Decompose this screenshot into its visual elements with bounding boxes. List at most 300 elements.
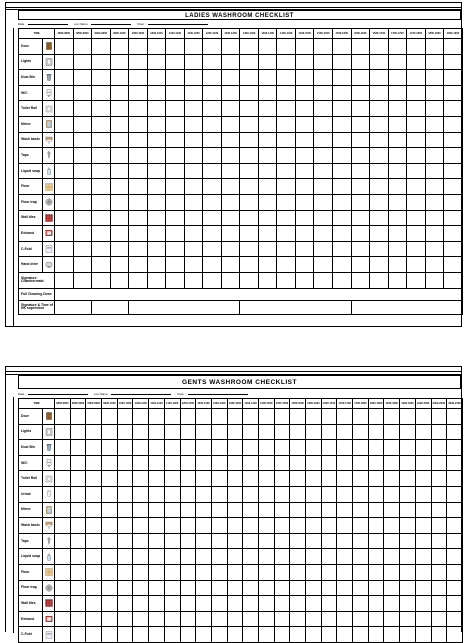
check-cell[interactable] bbox=[384, 596, 400, 612]
check-cell[interactable] bbox=[431, 502, 447, 518]
check-cell[interactable] bbox=[400, 611, 416, 627]
check-cell[interactable] bbox=[400, 564, 416, 580]
check-cell[interactable] bbox=[295, 39, 314, 55]
check-cell[interactable] bbox=[444, 194, 463, 210]
check-cell[interactable] bbox=[102, 471, 118, 487]
check-cell[interactable] bbox=[70, 424, 86, 440]
check-cell[interactable] bbox=[117, 611, 133, 627]
check-cell[interactable] bbox=[258, 163, 277, 179]
check-cell[interactable] bbox=[166, 210, 185, 226]
check-cell[interactable] bbox=[133, 486, 149, 502]
check-cell[interactable] bbox=[133, 533, 149, 549]
check-cell[interactable] bbox=[274, 549, 290, 565]
check-cell[interactable] bbox=[211, 533, 227, 549]
check-cell[interactable] bbox=[102, 549, 118, 565]
check-cell[interactable] bbox=[211, 486, 227, 502]
check-cell[interactable] bbox=[92, 54, 111, 70]
check-cell[interactable] bbox=[117, 424, 133, 440]
check-cell[interactable] bbox=[86, 627, 102, 643]
check-cell[interactable] bbox=[180, 533, 196, 549]
check-cell[interactable] bbox=[321, 502, 337, 518]
check-cell[interactable] bbox=[102, 627, 118, 643]
check-cell[interactable] bbox=[117, 580, 133, 596]
check-cell[interactable] bbox=[370, 179, 389, 195]
check-cell[interactable] bbox=[110, 210, 129, 226]
check-cell[interactable] bbox=[353, 580, 369, 596]
check-cell[interactable] bbox=[258, 424, 274, 440]
check-cell[interactable] bbox=[133, 518, 149, 534]
check-cell[interactable] bbox=[388, 132, 407, 148]
check-cell[interactable] bbox=[243, 596, 259, 612]
check-cell[interactable] bbox=[203, 210, 222, 226]
check-cell[interactable] bbox=[147, 101, 166, 117]
check-cell[interactable] bbox=[444, 101, 463, 117]
check-cell[interactable] bbox=[368, 409, 384, 425]
check-cell[interactable] bbox=[370, 226, 389, 242]
check-cell[interactable] bbox=[117, 471, 133, 487]
check-cell[interactable] bbox=[211, 455, 227, 471]
check-cell[interactable] bbox=[166, 241, 185, 257]
check-cell[interactable] bbox=[388, 163, 407, 179]
check-cell[interactable] bbox=[70, 611, 86, 627]
check-cell[interactable] bbox=[184, 163, 203, 179]
check-cell[interactable] bbox=[384, 486, 400, 502]
check-cell[interactable] bbox=[110, 85, 129, 101]
check-cell[interactable] bbox=[415, 409, 431, 425]
check-cell[interactable] bbox=[227, 549, 243, 565]
check-cell[interactable] bbox=[55, 611, 71, 627]
check-cell[interactable] bbox=[368, 596, 384, 612]
check-cell[interactable] bbox=[203, 70, 222, 86]
check-cell[interactable] bbox=[400, 440, 416, 456]
check-cell[interactable] bbox=[203, 39, 222, 55]
check-cell[interactable] bbox=[431, 518, 447, 534]
check-cell[interactable] bbox=[258, 257, 277, 273]
check-cell[interactable] bbox=[243, 502, 259, 518]
check-cell[interactable] bbox=[86, 549, 102, 565]
check-cell[interactable] bbox=[243, 486, 259, 502]
check-cell[interactable] bbox=[70, 502, 86, 518]
check-cell[interactable] bbox=[444, 241, 463, 257]
check-cell[interactable] bbox=[351, 54, 370, 70]
check-cell[interactable] bbox=[147, 148, 166, 164]
signature-cell[interactable] bbox=[129, 272, 148, 288]
check-cell[interactable] bbox=[368, 627, 384, 643]
check-cell[interactable] bbox=[258, 471, 274, 487]
check-cell[interactable] bbox=[110, 257, 129, 273]
check-cell[interactable] bbox=[92, 85, 111, 101]
check-cell[interactable] bbox=[306, 409, 322, 425]
check-cell[interactable] bbox=[211, 518, 227, 534]
check-cell[interactable] bbox=[55, 132, 74, 148]
check-cell[interactable] bbox=[73, 179, 92, 195]
check-cell[interactable] bbox=[240, 85, 259, 101]
check-cell[interactable] bbox=[240, 210, 259, 226]
check-cell[interactable] bbox=[277, 210, 296, 226]
check-cell[interactable] bbox=[353, 409, 369, 425]
check-cell[interactable] bbox=[129, 101, 148, 117]
check-cell[interactable] bbox=[221, 257, 240, 273]
check-cell[interactable] bbox=[55, 455, 71, 471]
check-cell[interactable] bbox=[400, 627, 416, 643]
check-cell[interactable] bbox=[166, 85, 185, 101]
check-cell[interactable] bbox=[149, 564, 165, 580]
check-cell[interactable] bbox=[314, 179, 333, 195]
check-cell[interactable] bbox=[306, 580, 322, 596]
check-cell[interactable] bbox=[184, 148, 203, 164]
check-cell[interactable] bbox=[55, 409, 71, 425]
check-cell[interactable] bbox=[221, 179, 240, 195]
supervisor-cell[interactable] bbox=[240, 300, 351, 314]
check-cell[interactable] bbox=[184, 116, 203, 132]
check-cell[interactable] bbox=[295, 226, 314, 242]
check-cell[interactable] bbox=[227, 611, 243, 627]
check-cell[interactable] bbox=[164, 596, 180, 612]
check-cell[interactable] bbox=[425, 163, 444, 179]
check-cell[interactable] bbox=[321, 455, 337, 471]
check-cell[interactable] bbox=[227, 455, 243, 471]
check-cell[interactable] bbox=[180, 486, 196, 502]
check-cell[interactable] bbox=[203, 194, 222, 210]
check-cell[interactable] bbox=[332, 54, 351, 70]
check-cell[interactable] bbox=[444, 132, 463, 148]
check-cell[interactable] bbox=[368, 611, 384, 627]
check-cell[interactable] bbox=[227, 518, 243, 534]
check-cell[interactable] bbox=[351, 257, 370, 273]
signature-cell[interactable] bbox=[147, 272, 166, 288]
check-cell[interactable] bbox=[55, 54, 74, 70]
check-cell[interactable] bbox=[92, 210, 111, 226]
check-cell[interactable] bbox=[221, 163, 240, 179]
check-cell[interactable] bbox=[447, 471, 463, 487]
check-cell[interactable] bbox=[117, 486, 133, 502]
check-cell[interactable] bbox=[425, 85, 444, 101]
check-cell[interactable] bbox=[243, 533, 259, 549]
check-cell[interactable] bbox=[337, 518, 353, 534]
check-cell[interactable] bbox=[290, 440, 306, 456]
check-cell[interactable] bbox=[203, 226, 222, 242]
check-cell[interactable] bbox=[425, 116, 444, 132]
check-cell[interactable] bbox=[295, 148, 314, 164]
check-cell[interactable] bbox=[166, 132, 185, 148]
check-cell[interactable] bbox=[86, 455, 102, 471]
check-cell[interactable] bbox=[102, 502, 118, 518]
check-cell[interactable] bbox=[55, 116, 74, 132]
check-cell[interactable] bbox=[370, 148, 389, 164]
check-cell[interactable] bbox=[444, 179, 463, 195]
check-cell[interactable] bbox=[258, 54, 277, 70]
check-cell[interactable] bbox=[258, 148, 277, 164]
check-cell[interactable] bbox=[351, 194, 370, 210]
check-cell[interactable] bbox=[184, 210, 203, 226]
check-cell[interactable] bbox=[133, 409, 149, 425]
check-cell[interactable] bbox=[314, 148, 333, 164]
check-cell[interactable] bbox=[353, 564, 369, 580]
check-cell[interactable] bbox=[321, 518, 337, 534]
check-cell[interactable] bbox=[368, 564, 384, 580]
check-cell[interactable] bbox=[274, 440, 290, 456]
check-cell[interactable] bbox=[55, 440, 71, 456]
check-cell[interactable] bbox=[353, 549, 369, 565]
check-cell[interactable] bbox=[277, 39, 296, 55]
check-cell[interactable] bbox=[70, 471, 86, 487]
check-cell[interactable] bbox=[314, 257, 333, 273]
check-cell[interactable] bbox=[277, 194, 296, 210]
signature-cell[interactable] bbox=[388, 272, 407, 288]
check-cell[interactable] bbox=[332, 85, 351, 101]
check-cell[interactable] bbox=[70, 627, 86, 643]
check-cell[interactable] bbox=[211, 627, 227, 643]
check-cell[interactable] bbox=[102, 518, 118, 534]
check-cell[interactable] bbox=[306, 440, 322, 456]
check-cell[interactable] bbox=[277, 241, 296, 257]
check-cell[interactable] bbox=[166, 116, 185, 132]
check-cell[interactable] bbox=[258, 502, 274, 518]
supervisor-cell[interactable] bbox=[129, 300, 240, 314]
check-cell[interactable] bbox=[425, 194, 444, 210]
check-cell[interactable] bbox=[164, 502, 180, 518]
check-cell[interactable] bbox=[368, 502, 384, 518]
check-cell[interactable] bbox=[407, 70, 426, 86]
check-cell[interactable] bbox=[129, 257, 148, 273]
check-cell[interactable] bbox=[277, 179, 296, 195]
check-cell[interactable] bbox=[431, 409, 447, 425]
check-cell[interactable] bbox=[133, 502, 149, 518]
check-cell[interactable] bbox=[370, 241, 389, 257]
check-cell[interactable] bbox=[368, 424, 384, 440]
check-cell[interactable] bbox=[407, 101, 426, 117]
check-cell[interactable] bbox=[149, 440, 165, 456]
check-cell[interactable] bbox=[321, 611, 337, 627]
check-cell[interactable] bbox=[306, 611, 322, 627]
check-cell[interactable] bbox=[314, 132, 333, 148]
check-cell[interactable] bbox=[274, 471, 290, 487]
check-cell[interactable] bbox=[129, 70, 148, 86]
check-cell[interactable] bbox=[211, 564, 227, 580]
check-cell[interactable] bbox=[277, 148, 296, 164]
check-cell[interactable] bbox=[70, 486, 86, 502]
check-cell[interactable] bbox=[258, 627, 274, 643]
signature-cell[interactable] bbox=[295, 272, 314, 288]
check-cell[interactable] bbox=[70, 518, 86, 534]
check-cell[interactable] bbox=[274, 424, 290, 440]
check-cell[interactable] bbox=[277, 257, 296, 273]
check-cell[interactable] bbox=[425, 70, 444, 86]
check-cell[interactable] bbox=[55, 194, 74, 210]
check-cell[interactable] bbox=[258, 116, 277, 132]
check-cell[interactable] bbox=[353, 471, 369, 487]
check-cell[interactable] bbox=[384, 409, 400, 425]
check-cell[interactable] bbox=[166, 194, 185, 210]
check-cell[interactable] bbox=[290, 518, 306, 534]
check-cell[interactable] bbox=[227, 502, 243, 518]
check-cell[interactable] bbox=[117, 533, 133, 549]
date-field[interactable]: Date : bbox=[18, 22, 68, 26]
check-cell[interactable] bbox=[180, 564, 196, 580]
check-cell[interactable] bbox=[388, 70, 407, 86]
check-cell[interactable] bbox=[431, 564, 447, 580]
check-cell[interactable] bbox=[184, 194, 203, 210]
signature-cell[interactable] bbox=[221, 272, 240, 288]
check-cell[interactable] bbox=[243, 471, 259, 487]
check-cell[interactable] bbox=[400, 533, 416, 549]
check-cell[interactable] bbox=[92, 39, 111, 55]
check-cell[interactable] bbox=[92, 70, 111, 86]
check-cell[interactable] bbox=[388, 257, 407, 273]
check-cell[interactable] bbox=[117, 502, 133, 518]
check-cell[interactable] bbox=[55, 564, 71, 580]
check-cell[interactable] bbox=[321, 564, 337, 580]
check-cell[interactable] bbox=[133, 440, 149, 456]
check-cell[interactable] bbox=[73, 148, 92, 164]
check-cell[interactable] bbox=[447, 455, 463, 471]
check-cell[interactable] bbox=[55, 580, 71, 596]
check-cell[interactable] bbox=[117, 409, 133, 425]
check-cell[interactable] bbox=[274, 409, 290, 425]
check-cell[interactable] bbox=[400, 409, 416, 425]
check-cell[interactable] bbox=[407, 148, 426, 164]
check-cell[interactable] bbox=[368, 471, 384, 487]
check-cell[interactable] bbox=[164, 564, 180, 580]
check-cell[interactable] bbox=[431, 596, 447, 612]
check-cell[interactable] bbox=[306, 471, 322, 487]
check-cell[interactable] bbox=[258, 85, 277, 101]
check-cell[interactable] bbox=[147, 257, 166, 273]
check-cell[interactable] bbox=[295, 54, 314, 70]
check-cell[interactable] bbox=[129, 39, 148, 55]
check-cell[interactable] bbox=[295, 241, 314, 257]
check-cell[interactable] bbox=[166, 148, 185, 164]
signature-cell[interactable] bbox=[73, 272, 92, 288]
check-cell[interactable] bbox=[73, 163, 92, 179]
check-cell[interactable] bbox=[164, 424, 180, 440]
check-cell[interactable] bbox=[227, 627, 243, 643]
check-cell[interactable] bbox=[277, 163, 296, 179]
check-cell[interactable] bbox=[306, 486, 322, 502]
check-cell[interactable] bbox=[368, 518, 384, 534]
check-cell[interactable] bbox=[384, 627, 400, 643]
check-cell[interactable] bbox=[295, 163, 314, 179]
floor-field[interactable]: Floor : bbox=[137, 22, 208, 26]
check-cell[interactable] bbox=[258, 39, 277, 55]
check-cell[interactable] bbox=[55, 241, 74, 257]
check-cell[interactable] bbox=[133, 564, 149, 580]
check-cell[interactable] bbox=[86, 502, 102, 518]
check-cell[interactable] bbox=[295, 194, 314, 210]
check-cell[interactable] bbox=[290, 596, 306, 612]
signature-cell[interactable] bbox=[370, 272, 389, 288]
check-cell[interactable] bbox=[73, 70, 92, 86]
check-cell[interactable] bbox=[415, 580, 431, 596]
check-cell[interactable] bbox=[92, 132, 111, 148]
check-cell[interactable] bbox=[447, 424, 463, 440]
check-cell[interactable] bbox=[258, 518, 274, 534]
check-cell[interactable] bbox=[444, 257, 463, 273]
check-cell[interactable] bbox=[166, 70, 185, 86]
check-cell[interactable] bbox=[321, 627, 337, 643]
check-cell[interactable] bbox=[400, 549, 416, 565]
check-cell[interactable] bbox=[370, 257, 389, 273]
check-cell[interactable] bbox=[203, 132, 222, 148]
check-cell[interactable] bbox=[388, 148, 407, 164]
check-cell[interactable] bbox=[110, 70, 129, 86]
check-cell[interactable] bbox=[274, 502, 290, 518]
check-cell[interactable] bbox=[86, 533, 102, 549]
check-cell[interactable] bbox=[353, 424, 369, 440]
check-cell[interactable] bbox=[290, 611, 306, 627]
signature-cell[interactable] bbox=[314, 272, 333, 288]
check-cell[interactable] bbox=[102, 533, 118, 549]
check-cell[interactable] bbox=[102, 596, 118, 612]
check-cell[interactable] bbox=[211, 580, 227, 596]
check-cell[interactable] bbox=[447, 627, 463, 643]
check-cell[interactable] bbox=[314, 226, 333, 242]
check-cell[interactable] bbox=[221, 210, 240, 226]
check-cell[interactable] bbox=[295, 116, 314, 132]
check-cell[interactable] bbox=[147, 194, 166, 210]
check-cell[interactable] bbox=[384, 502, 400, 518]
check-cell[interactable] bbox=[102, 611, 118, 627]
check-cell[interactable] bbox=[370, 116, 389, 132]
signature-cell[interactable] bbox=[332, 272, 351, 288]
check-cell[interactable] bbox=[110, 241, 129, 257]
check-cell[interactable] bbox=[407, 257, 426, 273]
check-cell[interactable] bbox=[407, 226, 426, 242]
check-cell[interactable] bbox=[70, 596, 86, 612]
check-cell[interactable] bbox=[73, 132, 92, 148]
check-cell[interactable] bbox=[368, 455, 384, 471]
signature-cell[interactable] bbox=[425, 272, 444, 288]
signature-cell[interactable] bbox=[184, 272, 203, 288]
check-cell[interactable] bbox=[149, 580, 165, 596]
check-cell[interactable] bbox=[92, 194, 111, 210]
check-cell[interactable] bbox=[147, 132, 166, 148]
check-cell[interactable] bbox=[332, 148, 351, 164]
check-cell[interactable] bbox=[129, 148, 148, 164]
check-cell[interactable] bbox=[55, 627, 71, 643]
signature-cell[interactable] bbox=[55, 272, 74, 288]
check-cell[interactable] bbox=[86, 580, 102, 596]
check-cell[interactable] bbox=[306, 518, 322, 534]
check-cell[interactable] bbox=[321, 533, 337, 549]
check-cell[interactable] bbox=[73, 257, 92, 273]
check-cell[interactable] bbox=[92, 163, 111, 179]
check-cell[interactable] bbox=[86, 409, 102, 425]
check-cell[interactable] bbox=[129, 132, 148, 148]
check-cell[interactable] bbox=[55, 257, 74, 273]
check-cell[interactable] bbox=[400, 502, 416, 518]
check-cell[interactable] bbox=[351, 210, 370, 226]
check-cell[interactable] bbox=[164, 611, 180, 627]
check-cell[interactable] bbox=[73, 226, 92, 242]
check-cell[interactable] bbox=[447, 486, 463, 502]
check-cell[interactable] bbox=[221, 85, 240, 101]
check-cell[interactable] bbox=[147, 39, 166, 55]
check-cell[interactable] bbox=[240, 54, 259, 70]
check-cell[interactable] bbox=[227, 409, 243, 425]
check-cell[interactable] bbox=[407, 241, 426, 257]
check-cell[interactable] bbox=[203, 163, 222, 179]
check-cell[interactable] bbox=[240, 163, 259, 179]
check-cell[interactable] bbox=[196, 580, 212, 596]
check-cell[interactable] bbox=[149, 409, 165, 425]
check-cell[interactable] bbox=[290, 409, 306, 425]
check-cell[interactable] bbox=[415, 471, 431, 487]
check-cell[interactable] bbox=[274, 627, 290, 643]
check-cell[interactable] bbox=[221, 39, 240, 55]
check-cell[interactable] bbox=[203, 116, 222, 132]
check-cell[interactable] bbox=[147, 116, 166, 132]
